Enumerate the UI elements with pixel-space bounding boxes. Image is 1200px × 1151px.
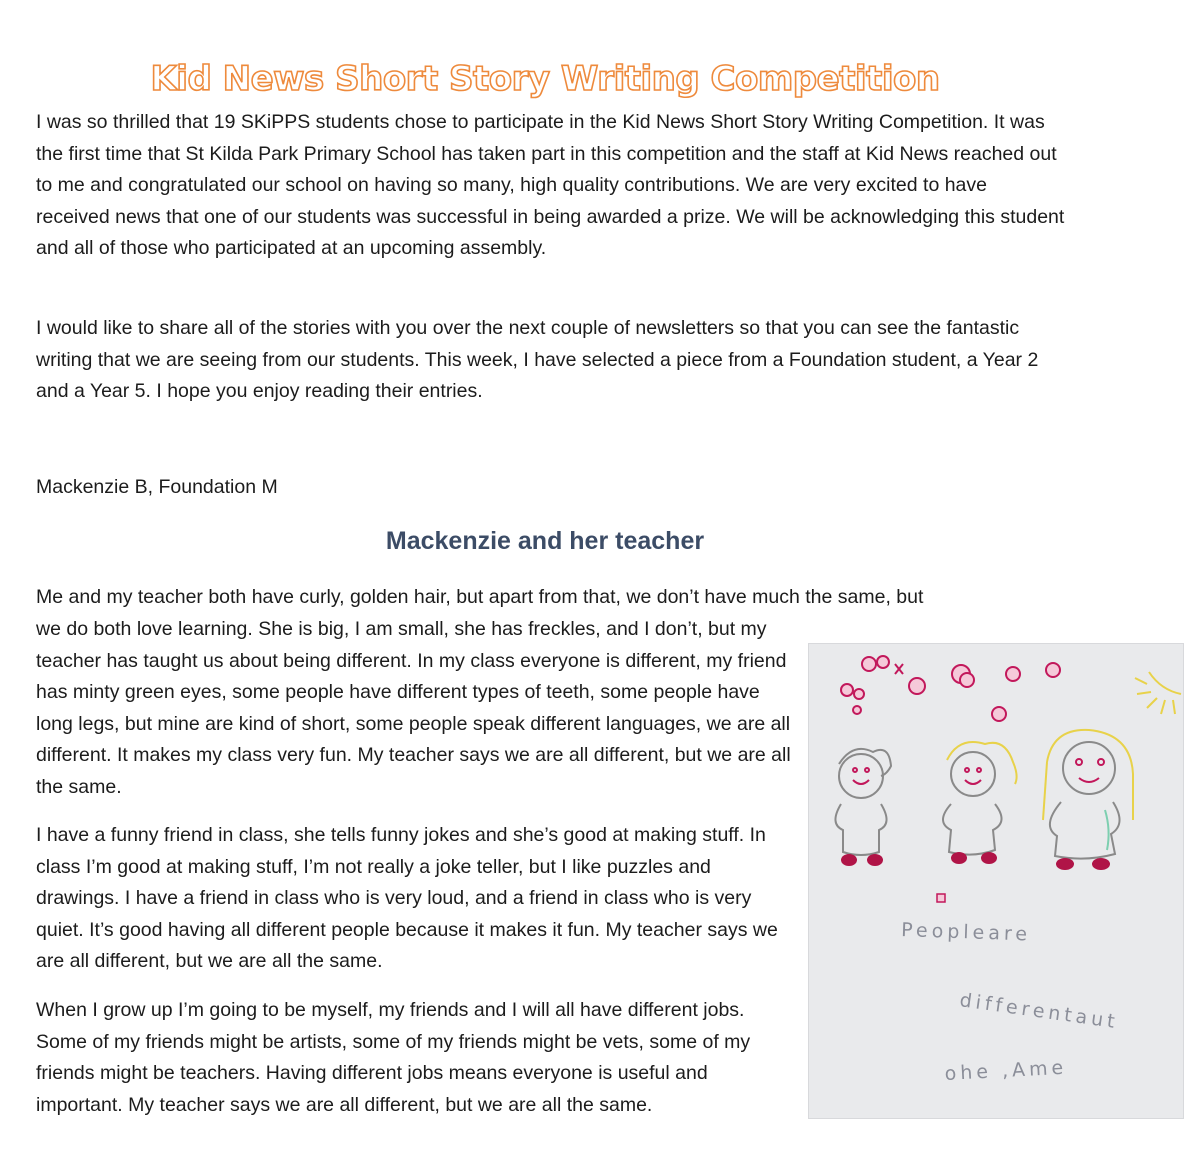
flower-doodles bbox=[841, 656, 1060, 721]
page-title: Kid News Short Story Writing Competition bbox=[150, 58, 940, 99]
child-drawing-image bbox=[808, 643, 1184, 1119]
drawing-text-line-3: ohe ,Ame bbox=[944, 1056, 1068, 1085]
figure-middle bbox=[943, 742, 1017, 855]
figure-left bbox=[835, 749, 891, 855]
figure-right bbox=[1043, 730, 1133, 859]
drawing-illustration bbox=[809, 644, 1183, 1118]
story-paragraph-2: I have a funny friend in class, she tells funny jokes and she’s good at making stuff. In class I’m good at making stuff, I’m not really a joke teller, but I like puzzles and drawings. I have a friend in class who is very loud, and a friend in class who is very quiet. It’s good having all different people because it makes it fun. My teacher says we are all different, but we are all the same. bbox=[36, 824, 778, 972]
story-paragraph-3: When I grow up I’m going to be myself, my friends and I will all have different jobs. Some of my friends might be artists, some of my friends might be vets, some of my friends might be teachers. Having different jobs means everyone is useful and important. My teacher says we are all different, but we are all the same. bbox=[36, 999, 751, 1116]
sun-icon bbox=[1135, 672, 1181, 714]
intro-paragraph-2: I would like to share all of the stories with you over the next couple of newsletters so that you can see the fantastic writing that we are seeing from our students. This week, I have selected a piece from a Foundation student, a Year 2 and a Year 5. I hope you enjoy reading their entries. bbox=[36, 317, 1039, 402]
story-lead-line: Me and my teacher both have curly, golden hair, but apart from that, we don’t have much the same, but bbox=[36, 586, 924, 608]
pink-mark bbox=[937, 894, 945, 902]
intro-paragraph-1: I was so thrilled that 19 SKiPPS students chose to participate in the Kid News Short Story Writing Competition. It was the first time that St Kilda Park Primary School has taken part in this competition and the staff at Kid News reached out to me and congratulated our school on having so many, high quality contributions. We are very excited to have received news that one of our students was successful in being awarded a prize. We will be acknowledging this student and all of those who participated at an upcoming assembly. bbox=[36, 111, 1065, 259]
drawing-text-line-1: Peopleare bbox=[900, 919, 1032, 946]
story-title: Mackenzie and her teacher bbox=[385, 527, 705, 555]
figure-right-feet bbox=[1056, 858, 1110, 870]
story-paragraph-1: we do both love learning. She is big, I am small, she has freckles, and I don’t, but my teacher has taught us about being different. In my class everyone is different, my friend has minty green eyes, some people have different types of teeth, some people have long legs, but mine are kind of short, some people speak different languages, we are all different. It makes my class very fun. My teacher says we are all different, but we are all the same. bbox=[36, 618, 791, 798]
drawing-text-line-2: differentaut bbox=[958, 989, 1120, 1034]
story-byline: Mackenzie B, Foundation M bbox=[36, 476, 278, 498]
